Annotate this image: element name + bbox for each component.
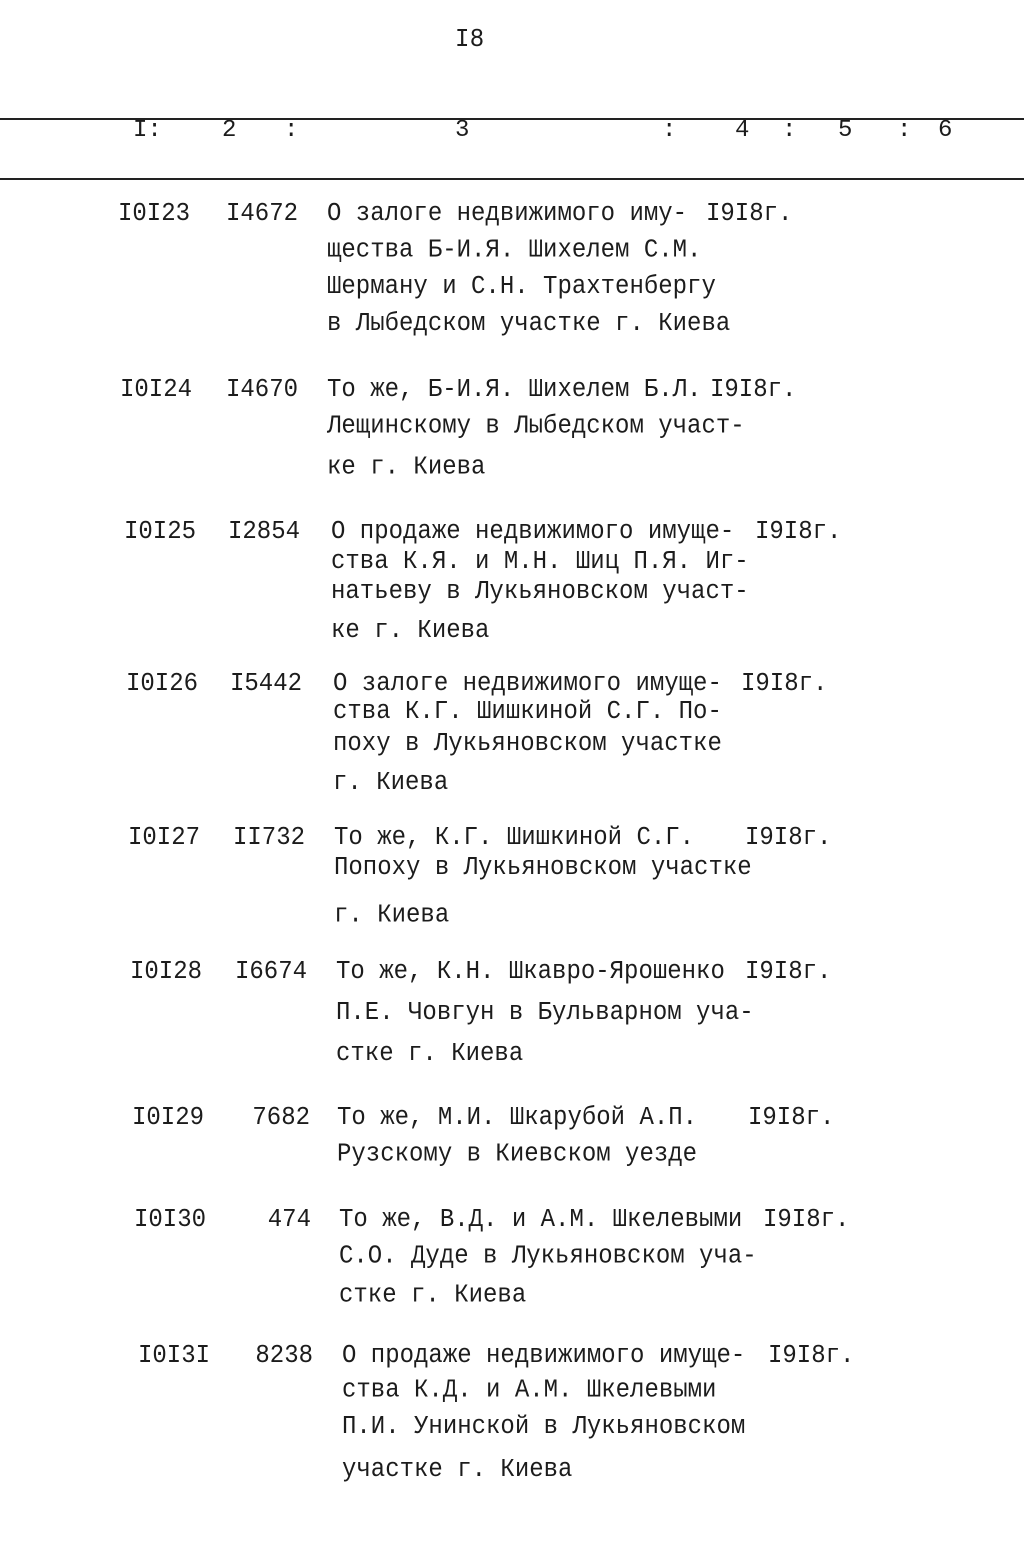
header-separator: :: [662, 117, 677, 144]
description-line: г. Киева: [333, 768, 449, 798]
description-line: П.Е. Човгун в Бульварном уча-: [336, 998, 754, 1028]
item-year: I9I8г.: [706, 199, 793, 229]
item-year: I9I8г.: [763, 1205, 850, 1235]
page-number: I8: [455, 25, 485, 55]
old-item-number: 474: [267, 1205, 311, 1235]
header-column-number: 4: [735, 117, 750, 144]
description-line: О залоге недвижимого имуще-: [333, 669, 722, 699]
item-number: I0I23: [118, 199, 191, 229]
description-line: То же, Б-И.Я. Шихелем Б.Л.: [327, 375, 702, 405]
old-item-number: I4672: [225, 199, 298, 229]
description-line: То же, В.Д. и А.М. Шкелевыми: [339, 1205, 743, 1235]
old-item-number: I2854: [227, 517, 300, 547]
item-number: I0I27: [128, 823, 201, 853]
description-line: То же, К.Н. Шкавро-Ярошенко: [336, 957, 725, 987]
old-item-number: 8238: [255, 1341, 313, 1371]
description-line: ства К.Г. Шишкиной С.Г. По-: [333, 697, 722, 727]
header-column-number: 3: [455, 117, 470, 144]
old-item-number: I4670: [225, 375, 298, 405]
item-number: I0I24: [120, 375, 193, 405]
item-year: I9I8г.: [745, 957, 832, 987]
description-line: О продаже недвижимого имуще-: [331, 517, 735, 547]
description-line: участке г. Киева: [342, 1455, 573, 1485]
header-separator: :: [897, 117, 912, 144]
header-separator: :: [284, 117, 299, 144]
header-column-number: 5: [838, 117, 853, 144]
description-line: ства К.Я. и М.Н. Шиц П.Я. Иг-: [331, 547, 749, 577]
item-number: I0I30: [134, 1205, 207, 1235]
item-number: I0I3I: [138, 1341, 211, 1371]
description-line: ке г. Киева: [327, 453, 486, 483]
item-number: I0I28: [130, 957, 203, 987]
item-year: I9I8г.: [755, 517, 842, 547]
description-line: стке г. Киева: [339, 1280, 527, 1310]
description-line: То же, К.Г. Шишкиной С.Г.: [334, 823, 695, 853]
item-year: I9I8г.: [741, 669, 828, 699]
description-line: Попоху в Лукьяновском участке: [334, 853, 752, 883]
description-line: То же, М.И. Шкарубой А.П.: [337, 1103, 698, 1133]
header-column-number: I:: [133, 117, 162, 144]
description-line: натьеву в Лукьяновском участ-: [331, 577, 749, 607]
old-item-number: I6674: [234, 957, 307, 987]
old-item-number: I5442: [229, 669, 302, 699]
description-line: стке г. Киева: [336, 1039, 524, 1069]
description-line: П.И. Унинской в Лукьяновском: [342, 1412, 746, 1442]
header-column-number: 2: [222, 117, 237, 144]
description-line: ке г. Киева: [331, 616, 490, 646]
item-year: I9I8г.: [745, 823, 832, 853]
item-number: I0I26: [126, 669, 199, 699]
table-header-bottom-rule: [0, 178, 1024, 180]
item-year: I9I8г.: [748, 1103, 835, 1133]
description-line: О продаже недвижимого имуще-: [342, 1341, 746, 1371]
description-line: Лещинскому в Лыбедском участ-: [327, 411, 745, 442]
description-line: Шерману и С.Н. Трахтенбергу: [327, 272, 716, 302]
description-line: в Лыбедском участке г. Киева: [327, 309, 731, 339]
description-line: Рузскому в Киевском уезде: [337, 1139, 698, 1170]
header-separator: :: [782, 117, 797, 144]
item-year: I9I8г.: [710, 375, 797, 405]
description-line: ства К.Д. и А.М. Шкелевыми: [342, 1375, 717, 1405]
item-number: I0I29: [132, 1103, 205, 1133]
description-line: С.О. Дуде в Лукьяновском уча-: [339, 1241, 757, 1272]
item-year: I9I8г.: [768, 1341, 855, 1371]
description-line: поху в Лукьяновском участке: [333, 729, 722, 759]
old-item-number: II732: [232, 823, 305, 853]
description-line: г. Киева: [334, 901, 450, 931]
header-column-number: 6: [938, 117, 953, 144]
old-item-number: 7682: [252, 1103, 310, 1133]
item-number: I0I25: [124, 517, 197, 547]
description-line: щества Б-И.Я. Шихелем С.М.: [327, 235, 702, 266]
description-line: О залоге недвижимого иму-: [327, 199, 688, 229]
